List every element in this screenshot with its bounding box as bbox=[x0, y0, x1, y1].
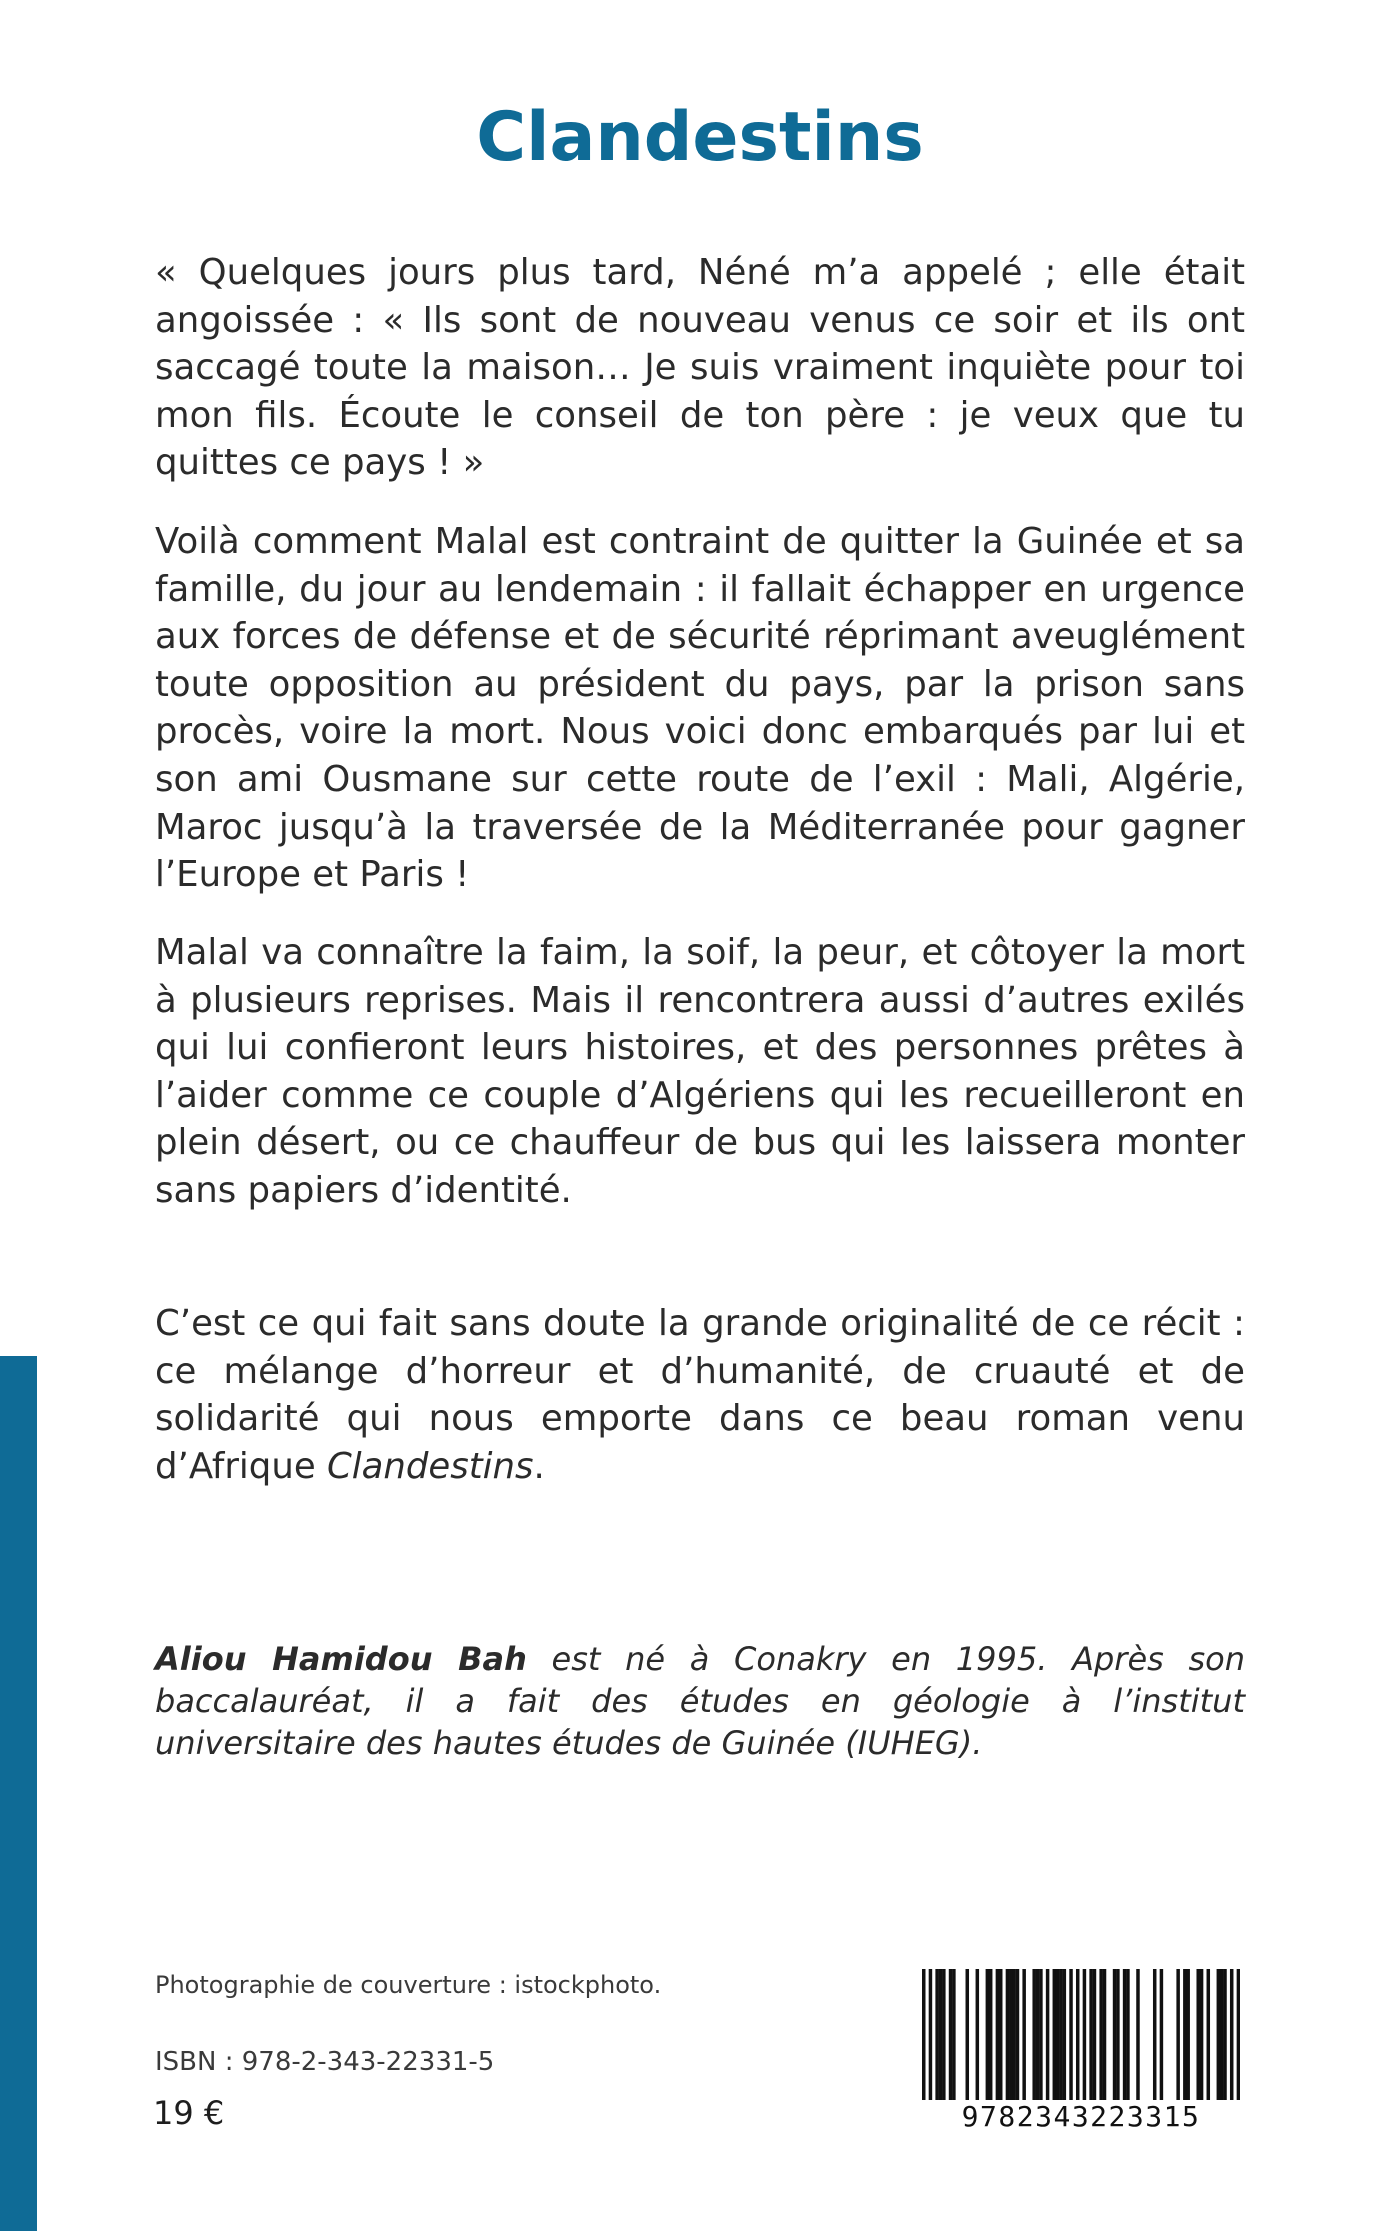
blurb-paragraph-4 bbox=[155, 1300, 1245, 1490]
barcode-bar bbox=[952, 1969, 956, 2101]
isbn: ISBN : 978-2-343-22331-5 bbox=[155, 2047, 495, 2077]
barcode-bar bbox=[1093, 1969, 1097, 2101]
author-name: Aliou Hamidou Bah bbox=[155, 1640, 527, 1678]
barcode-bar bbox=[1039, 1969, 1043, 2101]
barcode-bar bbox=[976, 1969, 980, 2101]
barcode-bar bbox=[1183, 1969, 1187, 2101]
barcode-bar bbox=[1123, 1969, 1127, 2101]
barcode-bar bbox=[996, 1969, 1000, 2101]
author-bio bbox=[155, 1638, 1245, 1764]
cover-credit: Photographie de couverture : istockphoto. bbox=[155, 1971, 662, 1999]
barcode-bar bbox=[1009, 1969, 1013, 2101]
barcode-bar bbox=[1063, 1969, 1067, 2101]
barcode-bar bbox=[1016, 1969, 1020, 2101]
blurb-paragraph-2: Voilà comment Malal est contraint de quitter la Guinée et sa famille, du jour au lendemain : il fallait échapper en urgence aux forces de défense et de sécurité réprimant aveuglément toute opposition au président du pays, par la prison sans procès, voire la mort. Nous voici donc embarqués par lui et son ami Ousmane sur cette route de l’exil : Mali, Algérie, Maroc jusqu’à la traversée de la Méditerranée pour gagner l’Europe et Paris ! bbox=[155, 521, 1245, 896]
side-color-bar bbox=[0, 1356, 37, 2231]
barcode-bar bbox=[1113, 1969, 1117, 2101]
closing-text: C’est ce qui fait sans doute la grande originalité de ce récit : ce mélange d’horreur et d’humanité, de cruauté et de solidarité qui nous emporte dans ce beau roman venu d’Afrique bbox=[155, 1303, 1245, 1487]
barcode-bar bbox=[1012, 1969, 1016, 2101]
barcode-bar bbox=[1036, 1969, 1040, 2101]
barcode-bar bbox=[1046, 1969, 1050, 2101]
barcode-bar bbox=[1089, 1969, 1093, 2101]
barcode-bar bbox=[935, 1969, 939, 2101]
barcode-bar bbox=[942, 1969, 946, 2101]
barcode-number: 9782343223315 bbox=[922, 2100, 1240, 2134]
barcode-bar bbox=[1196, 1969, 1200, 2101]
price: 19 € bbox=[153, 2094, 225, 2132]
barcode bbox=[922, 1969, 1240, 2134]
barcode-bar bbox=[1200, 1969, 1204, 2101]
barcode-bar bbox=[1059, 1969, 1063, 2101]
barcode-bar bbox=[989, 1969, 993, 2101]
closing-book-title: Clandestins bbox=[326, 1445, 534, 1487]
book-title: Clandestins bbox=[476, 98, 924, 177]
barcode-bar bbox=[1186, 1969, 1190, 2101]
barcode-bar bbox=[1136, 1969, 1140, 2101]
author-bio-text: est né à Conakry en 1995. Après son baccalauréat, il a fait des études en géologie à l’institut universitaire des hautes études de Guinée (IUHEG). bbox=[155, 1640, 1245, 1762]
blurb-paragraph-1: « Quelques jours plus tard, Néné m’a appelé ; elle était angoissée : « Ils sont de nouveau venus ce soir et ils ont saccagé toute la maison… Je suis vraiment inquiète pour toi mon fils. Écoute le conseil de ton père : je veux que tu quittes ce pays ! » bbox=[155, 252, 1245, 484]
barcode-bar bbox=[1176, 1969, 1180, 2101]
barcode-bar bbox=[1160, 1969, 1164, 2101]
barcode-bar bbox=[1056, 1969, 1060, 2101]
barcode-bar bbox=[1099, 1969, 1103, 2101]
barcode-bar bbox=[1217, 1969, 1221, 2101]
barcode-bar bbox=[1207, 1969, 1211, 2101]
barcode-bar bbox=[1153, 1969, 1157, 2101]
closing-period: . bbox=[533, 1445, 545, 1487]
barcode-bar bbox=[949, 1969, 953, 2101]
barcode-bar bbox=[999, 1969, 1003, 2101]
barcode-bar bbox=[939, 1969, 943, 2101]
barcode-bar bbox=[1069, 1969, 1073, 2101]
barcode-bar bbox=[1126, 1969, 1130, 2101]
barcode-bar bbox=[1053, 1969, 1057, 2101]
barcode-bar bbox=[1116, 1969, 1120, 2101]
barcode-bar bbox=[1032, 1969, 1036, 2101]
barcode-bar bbox=[966, 1969, 970, 2101]
barcode-bar bbox=[1103, 1969, 1107, 2101]
barcode-bar bbox=[1006, 1969, 1010, 2101]
barcode-bar bbox=[1223, 1969, 1227, 2101]
barcode-bar bbox=[1022, 1969, 1026, 2101]
blurb-paragraph-3: Malal va connaître la faim, la soif, la peur, et côtoyer la mort à plusieurs reprises. Mais il rencontrera aussi d’autres exilés qui lui confieront leurs histoires, et des personnes prêtes à l’aider comme ce couple d’Algériens qui les recueilleront en plein désert, ou ce chauffeur de bus qui les laissera monter sans papiers d’identité. bbox=[155, 932, 1245, 1211]
barcode-bar bbox=[986, 1969, 990, 2101]
barcode-bar bbox=[1220, 1969, 1224, 2101]
